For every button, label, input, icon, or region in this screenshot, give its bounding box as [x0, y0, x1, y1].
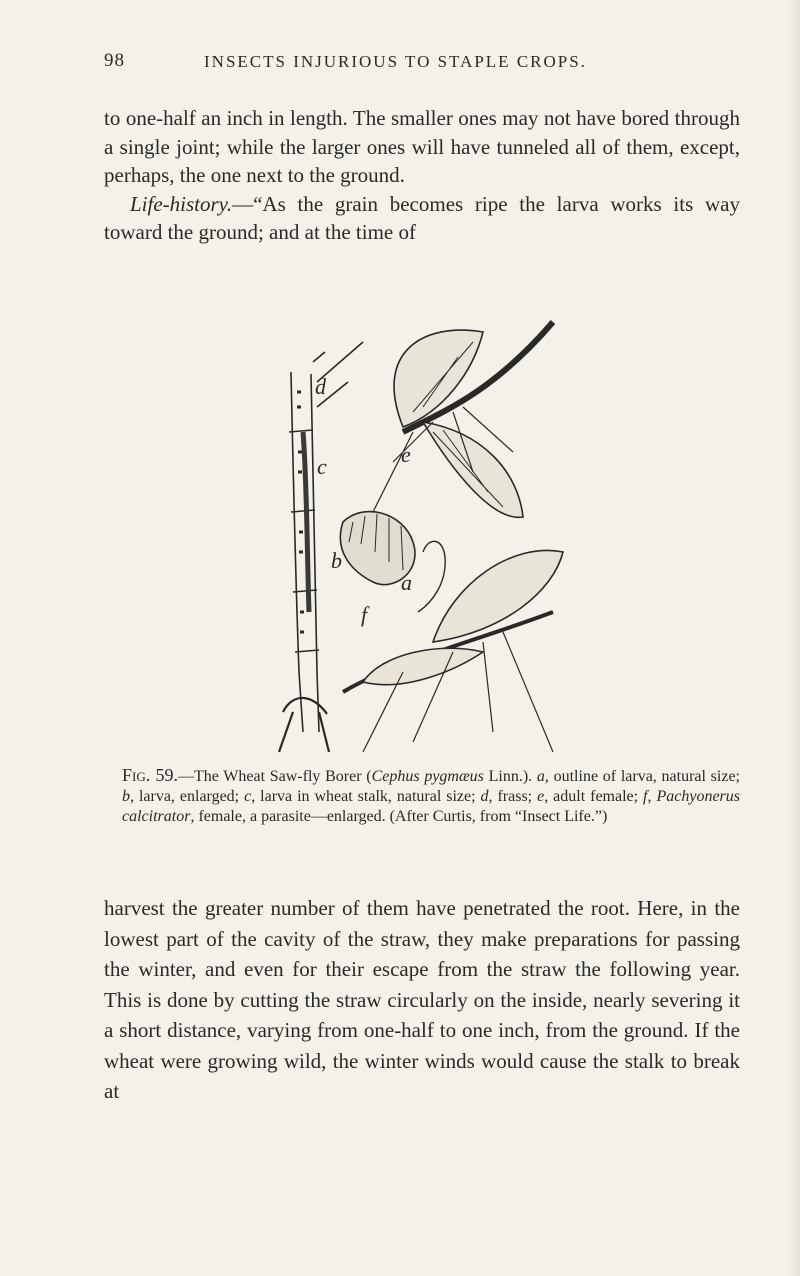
- caption-part: , larva in wheat stalk, natural size;: [251, 788, 481, 805]
- label-a: a: [401, 570, 412, 595]
- caption-part: Linn.).: [483, 768, 537, 785]
- caption-letter: c: [244, 788, 252, 805]
- caption-part: , outline of larva, natural size;: [544, 768, 740, 785]
- caption-part: , frass;: [488, 788, 538, 805]
- figure-illustration: [253, 312, 571, 760]
- paragraph-continuation: to one-half an inch in length. The smaller ones may not have bored through a single joint; while the larger ones will have tunneled all of them, except, perhaps, the one next to the ground.: [104, 106, 740, 187]
- running-title: INSECTS INJURIOUS TO STAPLE CROPS.: [204, 52, 587, 71]
- caption-part: , female, a parasite—enlarged. (After Curtis, from “Insect Life.”): [190, 808, 608, 825]
- caption-part: , adult female;: [544, 788, 644, 805]
- caption-part: , larva, enlarged;: [130, 788, 245, 805]
- caption-letter: f: [643, 788, 648, 805]
- caption-part: ,: [647, 788, 657, 805]
- life-history-paragraph: [104, 190, 740, 247]
- caption-fig-label: Fig. 59.: [122, 765, 178, 785]
- figure-caption: [104, 765, 740, 827]
- label-b: b: [331, 548, 342, 573]
- label-f: f: [361, 602, 368, 627]
- larva-outline: [418, 541, 445, 612]
- life-history-text: —“As the grain becomes ripe the larva works its way toward the ground; and at the time of: [104, 191, 740, 244]
- page-edge-shadow: [786, 0, 800, 1276]
- caption-text: [104, 765, 740, 827]
- paragraph-harvest: harvest the greater number of them have penetrated the root. Here, in the lowest part of the cavity of the straw, they make preparations for passing the winter, and even for their escape from the straw the following year. This is done by cutting the straw circularly on the inside, nearly severing it a short distance, varying from one-half to one inch, from the ground. If the wheat were growing wild, the winter winds would cause the stalk to break at: [104, 896, 740, 1103]
- label-d: d: [315, 374, 326, 399]
- stalk-base: [279, 698, 329, 752]
- caption-species: Pachyonerus calcitrator: [122, 788, 740, 825]
- caption-letter: b: [122, 788, 130, 805]
- caption-letter: d: [480, 788, 489, 805]
- top-text-block: [104, 104, 740, 247]
- label-e: e: [401, 442, 411, 467]
- parasite-wing-2: [363, 648, 483, 684]
- caption-letter: a: [536, 768, 545, 785]
- caption-species: Cephus pygmæus: [371, 768, 484, 785]
- caption-part: —The Wheat Saw-fly Borer (: [177, 768, 372, 785]
- caption-letter: e: [537, 788, 545, 805]
- life-history-heading: Life-history.: [130, 191, 233, 216]
- parasite-wing-1: [433, 550, 563, 642]
- engraving-svg: [253, 312, 571, 760]
- page-number: 98: [104, 50, 125, 71]
- adult-sawfly-wing-2: [423, 422, 523, 517]
- larva-in-stalk: [303, 432, 309, 612]
- bottom-text-block: [104, 893, 740, 1107]
- label-c: c: [317, 454, 327, 479]
